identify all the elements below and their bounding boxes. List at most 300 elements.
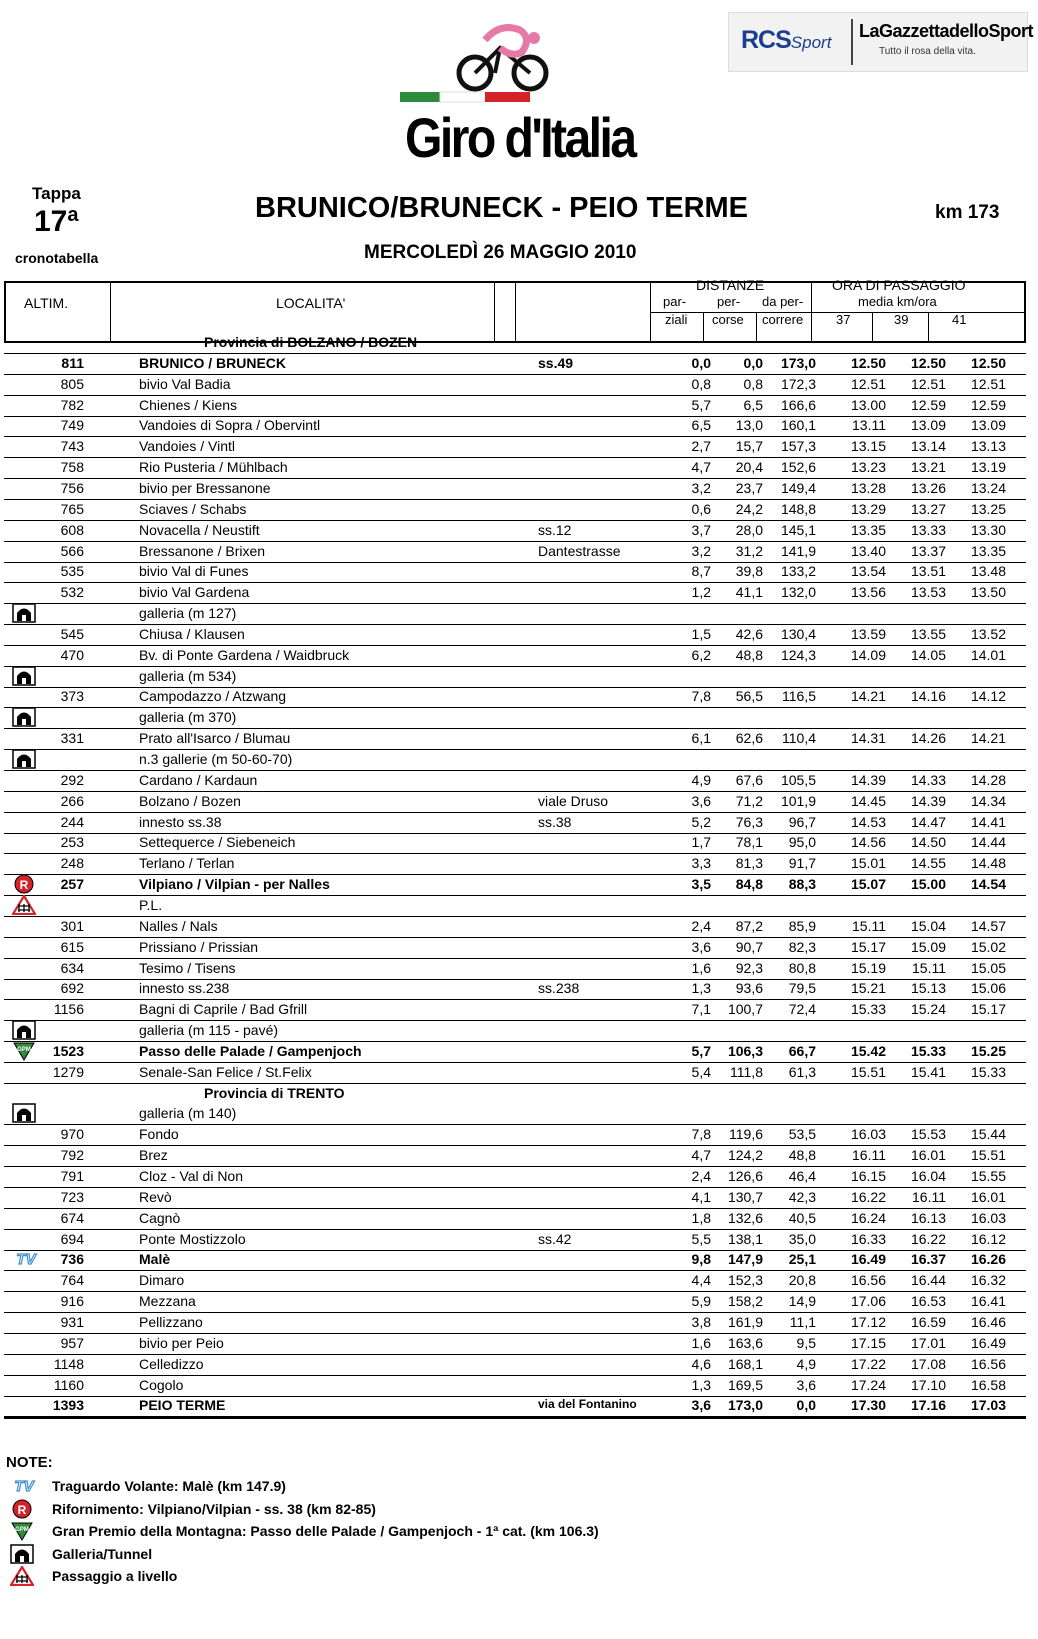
dist-covered: 76,3 [735,813,763,830]
table-row [4,811,1026,834]
mountain-gpm-icon [12,1041,36,1061]
col-daper-2: correre [762,312,804,327]
location: PEIO TERME [139,1397,226,1414]
time-37: 14.39 [850,771,886,788]
time-39: 15.04 [910,917,946,934]
dist-covered: 100,7 [727,1001,763,1018]
time-41: 13.48 [970,563,1006,580]
altitude: 248 [60,855,84,872]
dist-covered: 15,7 [735,438,763,455]
dist-remaining: 148,8 [780,500,816,517]
stage-km: km 173 [935,202,1000,223]
location: Sciaves / Schabs [139,500,247,517]
time-37: 13.56 [850,584,886,601]
altitude: 615 [60,938,84,955]
dist-remaining: 9,5 [796,1334,816,1351]
location: Prato all'Isarco / Blumau [139,730,291,747]
dist-remaining: 4,9 [796,1355,816,1372]
time-39: 16.37 [910,1251,946,1268]
time-39: 15.11 [912,959,946,976]
road-ref: ss.38 [538,813,572,830]
dist-remaining: 145,1 [780,521,816,538]
altitude: 694 [60,1230,84,1247]
road-ref: Dantestrasse [538,542,621,559]
time-39: 16.13 [910,1209,946,1226]
time-41: 15.33 [970,1063,1006,1080]
road-ref: viale Druso [538,792,609,809]
dist-covered: 106,3 [727,1042,763,1059]
time-41: 13.09 [970,417,1006,434]
dist-remaining: 66,7 [788,1042,816,1059]
time-37: 15.11 [852,917,886,934]
dist-partial: 8,7 [691,563,711,580]
dist-covered: 161,9 [727,1313,763,1330]
time-39: 12.59 [910,396,946,413]
time-37: 15.33 [850,1001,886,1018]
tappa-number: 17$^a$ [34,204,79,238]
dist-covered: 84,8 [735,876,763,893]
table-row [4,435,1026,458]
location: Revò [139,1188,172,1205]
table-row [4,1311,1026,1334]
location: Celledizzo [139,1355,204,1372]
location: Campodazzo / Atzwang [139,688,287,705]
time-41: 12.59 [970,396,1006,413]
dist-remaining: 110,4 [782,730,816,747]
time-41: 14.01 [970,646,1006,663]
dist-partial: 3,8 [691,1313,711,1330]
dist-remaining: 35,0 [788,1230,816,1247]
time-39: 14.26 [910,730,946,747]
svg-text:GPM: GPM [17,1046,31,1053]
dist-partial: 1,6 [691,959,711,976]
time-37: 13.40 [850,542,886,559]
time-37: 12.50 [850,354,886,371]
table-row [4,1269,1026,1292]
time-41: 14.57 [970,917,1006,934]
altitude: 532 [60,584,84,601]
altitude: 805 [60,375,84,392]
dist-partial: 2,4 [691,1168,711,1184]
dist-covered: 23,7 [735,479,763,496]
dist-partial: 5,5 [691,1230,711,1247]
location: galleria (m 140) [139,1105,237,1122]
time-37: 13.35 [850,521,886,538]
time-39: 16.01 [910,1147,946,1164]
sponsor-divider [851,19,853,65]
road-ref: ss.42 [538,1230,572,1247]
altitude: 765 [60,500,84,517]
sponsor-logo [728,12,1034,72]
altitude: 1148 [53,1355,84,1372]
time-37: 13.29 [850,500,886,517]
svg-text:R: R [19,878,29,893]
dist-remaining: 82,3 [788,938,816,955]
altitude: 811 [61,354,84,371]
tv-sprint-icon [12,1249,36,1269]
table-row [4,873,1026,896]
table-row [4,602,1026,625]
time-41: 12.50 [970,354,1006,371]
dist-covered: 71,2 [735,792,763,809]
dist-remaining: 40,5 [788,1209,816,1226]
dist-partial: 3,2 [691,479,711,496]
table-row [4,477,1026,500]
dist-remaining: 72,4 [788,1001,816,1018]
dist-covered: 126,6 [727,1168,763,1184]
dist-partial: 3,2 [691,542,711,559]
altitude: 373 [60,688,84,705]
table-row [4,456,1026,479]
table-row [4,623,1026,646]
dist-partial: 1,3 [691,980,711,997]
altitude: 1160 [53,1376,84,1393]
dist-remaining: 53,5 [788,1126,816,1143]
dist-remaining: 133,2 [780,563,816,580]
railway-crossing-icon [12,895,36,915]
time-41: 13.50 [970,584,1006,601]
dist-covered: 56,5 [735,688,763,705]
time-39: 17.10 [910,1376,946,1393]
dist-remaining: 172,3 [780,375,816,392]
altitude: 749 [60,417,84,434]
table-row [4,1061,1026,1084]
col-percorse-1: per- [717,294,741,309]
time-41: 15.55 [970,1168,1006,1184]
time-41: 12.51 [970,375,1006,392]
dist-covered: 147,9 [727,1251,763,1268]
time-37: 16.56 [850,1272,886,1289]
time-37: 13.15 [850,438,886,455]
table-row [4,1332,1026,1355]
time-37: 15.17 [850,938,886,955]
col-media: media km/ora [858,294,937,309]
dist-covered: 158,2 [727,1293,763,1310]
dist-partial: 2,4 [691,917,711,934]
dist-remaining: 101,9 [780,792,816,809]
table-row [4,373,1026,396]
time-37: 16.03 [850,1126,886,1143]
location: Brez [139,1147,168,1164]
dist-covered: 124,2 [727,1147,763,1164]
dist-remaining: 11,1 [789,1313,816,1330]
location: Bv. di Ponte Gardena / Waidbruck [139,646,350,663]
altitude: 970 [60,1126,84,1143]
gazzetta-tagline: Tutto il rosa della vita. [879,46,976,57]
dist-partial: 5,2 [691,813,711,830]
time-37: 14.53 [850,813,886,830]
dist-covered: 92,3 [735,959,763,976]
time-41: 13.24 [970,479,1006,496]
time-39: 17.08 [910,1355,946,1372]
dist-covered: 90,7 [735,938,763,955]
time-39: 13.53 [910,584,946,601]
altitude: 257 [60,876,84,893]
time-41: 13.25 [970,500,1006,517]
note-text: Rifornimento: Vilpiano/Vilpian - ss. 38 (km 82-85) [52,1500,376,1517]
location: bivio per Bressanone [139,479,271,496]
location: bivio per Peio [139,1334,224,1351]
location: bivio Val di Funes [139,563,249,580]
location: Senale-San Felice / St.Felix [139,1063,312,1080]
altitude: 1279 [52,1063,84,1080]
dist-remaining: 152,6 [780,459,816,476]
location: Vandoies / Vintl [139,438,235,455]
dist-covered: 87,2 [735,917,763,934]
time-41: 14.28 [970,771,1006,788]
dist-partial: 6,2 [691,646,711,663]
note-text: Traguardo Volante: Malè (km 147.9) [52,1478,286,1494]
dist-remaining: 95,0 [788,834,816,851]
dist-remaining: 79,5 [788,980,816,997]
table-row [4,1019,1026,1042]
dist-covered: 31,2 [735,542,763,559]
time-39: 17.01 [910,1334,946,1351]
col-daper-1: da per- [762,294,804,309]
time-39: 15.53 [910,1126,946,1143]
altitude: 736 [60,1251,84,1268]
time-37: 16.22 [850,1188,886,1205]
altitude: 1523 [52,1042,84,1059]
dist-covered: 168,1 [727,1355,763,1372]
tunnel-icon [12,1103,36,1123]
dist-partial: 3,3 [691,855,711,872]
dist-remaining: 141,9 [780,542,816,559]
altitude: 931 [60,1313,84,1330]
tunnel-icon [12,666,36,686]
time-39: 12.50 [910,354,946,371]
altitude: 782 [60,396,84,413]
time-39: 15.09 [910,938,946,955]
dist-partial: 9,8 [691,1251,711,1268]
location: galleria (m 370) [139,709,237,726]
dist-partial: 7,8 [691,1126,711,1143]
time-39: 13.33 [910,521,946,538]
dist-partial: 2,7 [691,438,711,455]
location: Cogolo [139,1376,184,1393]
time-37: 15.21 [850,980,886,997]
table-row [4,1207,1026,1230]
dist-covered: 130,7 [727,1188,763,1205]
dist-covered: 42,6 [735,625,763,642]
col-localita: LOCALITA' [276,295,346,311]
dist-covered: 163,6 [727,1334,763,1351]
province-label: Provincia di BOLZANO / BOZEN [204,334,418,350]
table-row [4,685,1026,708]
time-39: 16.53 [910,1293,946,1310]
altitude: 470 [60,646,84,663]
rcs-logo: RCSSport [741,26,832,54]
table-row [4,1374,1026,1397]
location: Rio Pusteria / Mühlbach [139,459,288,476]
altitude: 723 [60,1188,84,1205]
dist-partial: 3,6 [691,1397,711,1414]
time-37: 15.07 [850,876,886,893]
table-row [4,936,1026,959]
location: innesto ss.238 [139,980,230,997]
table-row [4,1394,1026,1419]
location: Bagni di Caprile / Bad Gfrill [139,1001,308,1018]
dist-partial: 7,8 [691,688,711,705]
time-37: 14.09 [850,646,886,663]
time-41: 15.25 [970,1042,1006,1059]
dist-covered: 13,0 [735,417,763,434]
table-row [4,727,1026,750]
dist-partial: 5,9 [691,1293,711,1310]
location: Cagnò [139,1209,181,1226]
tv-sprint-icon [10,1476,36,1498]
time-37: 14.56 [850,834,886,851]
notes-title: NOTE: [6,1454,53,1471]
time-39: 14.55 [910,855,946,872]
altitude: 266 [60,792,84,809]
road-ref: ss.238 [538,980,580,997]
time-39: 15.24 [910,1001,946,1018]
time-37: 13.59 [850,625,886,642]
time-41: 17.03 [970,1397,1006,1414]
province-label: Provincia di TRENTO [204,1084,345,1101]
location: P.L. [139,896,163,913]
tunnel-icon [12,707,36,727]
time-39: 13.09 [910,417,946,434]
time-41: 13.35 [970,542,1006,559]
location: Nalles / Nals [139,917,218,934]
col-ora-passaggio: ORA DI PASSAGGIO [832,277,966,293]
table-row [4,519,1026,542]
note-text: Passaggio a livello [52,1568,178,1584]
location: Fondo [139,1126,179,1143]
dist-covered: 0,8 [743,375,763,392]
time-37: 14.21 [850,688,886,705]
time-37: 15.19 [850,959,886,976]
location: Vilpiano / Vilpian - per Nalles [139,876,330,893]
time-37: 14.31 [850,730,886,747]
altitude: 916 [60,1293,84,1310]
altitude: 791 [60,1168,84,1184]
dist-remaining: 91,7 [788,855,816,872]
table-row [4,665,1026,688]
dist-remaining: 173,0 [780,354,816,371]
time-39: 14.50 [910,834,946,851]
time-39: 16.11 [912,1188,946,1205]
dist-partial: 1,5 [691,625,711,642]
time-37: 17.24 [850,1376,886,1393]
province-header [4,331,1026,354]
time-41: 16.26 [970,1251,1006,1268]
dist-partial: 3,6 [691,938,711,955]
dist-remaining: 61,3 [788,1063,816,1080]
dist-covered: 6,5 [743,396,763,413]
time-37: 13.11 [852,417,886,434]
time-39: 16.22 [910,1230,946,1247]
altitude: 792 [60,1147,84,1164]
location: galleria (m 534) [139,667,237,684]
table-row [4,790,1026,813]
col-altim: ALTIM. [24,295,69,311]
table-row [4,1186,1026,1209]
time-39: 14.16 [910,688,946,705]
location: Malè [139,1251,171,1268]
time-41: 14.44 [970,834,1006,851]
dist-remaining: 80,8 [788,959,816,976]
dist-partial: 0,8 [691,375,711,392]
location: Tesimo / Tisens [139,959,236,976]
time-37: 13.28 [850,479,886,496]
location: Mezzana [139,1293,196,1310]
table-row [4,894,1026,917]
table-row [4,560,1026,583]
time-41: 13.52 [970,625,1006,642]
altitude: 634 [60,959,84,976]
dist-covered: 39,8 [735,563,763,580]
time-37: 13.23 [850,459,886,476]
altitude: 608 [60,521,84,538]
dist-remaining: 46,4 [788,1168,816,1184]
altitude: 692 [60,980,84,997]
dist-covered: 62,6 [735,730,763,747]
dist-partial: 4,6 [691,1355,711,1372]
dist-remaining: 14,9 [788,1293,816,1310]
time-41: 13.19 [970,459,1006,476]
table-row [4,998,1026,1021]
altitude: 535 [60,563,84,580]
altitude: 244 [60,813,84,830]
dist-remaining: 149,4 [780,479,816,496]
altitude: 764 [60,1272,84,1289]
time-41: 14.54 [970,876,1006,893]
time-41: 14.48 [970,855,1006,872]
svg-text:R: R [17,1502,27,1517]
location: Ponte Mostizzolo [139,1230,246,1247]
dist-covered: 169,5 [727,1376,763,1393]
table-row [4,957,1026,980]
table-row [4,1123,1026,1146]
col-parziali-2: ziali [665,312,688,327]
province-header [4,1082,1026,1104]
time-39: 15.33 [910,1042,946,1059]
svg-text:GPM: GPM [15,1527,29,1533]
time-37: 13.00 [850,396,886,413]
railway-crossing-icon [10,1566,36,1588]
time-37: 16.11 [852,1147,886,1164]
altitude: 1393 [52,1397,84,1414]
dist-partial: 1,3 [691,1376,711,1393]
dist-partial: 7,1 [691,1001,711,1018]
dist-partial: 4,7 [691,1147,711,1164]
table-row [4,915,1026,938]
table-row [4,1144,1026,1167]
time-39: 16.04 [910,1168,946,1184]
time-39: 13.21 [910,459,946,476]
time-37: 16.33 [850,1230,886,1247]
location: Vandoies di Sopra / Obervintl [139,417,321,434]
altitude: 756 [60,479,84,496]
location: Prissiano / Prissian [139,938,259,955]
dist-partial: 1,7 [691,834,711,851]
dist-partial: 3,6 [691,792,711,809]
feed-zone-icon [10,1499,36,1521]
dist-partial: 3,7 [691,521,711,538]
time-41: 16.01 [970,1188,1006,1205]
location: Passo delle Palade / Gampenjoch [139,1042,362,1059]
feed-zone-icon [12,874,36,894]
dist-covered: 48,8 [735,646,763,663]
time-39: 14.33 [910,771,946,788]
dist-covered: 24,2 [735,500,763,517]
time-39: 14.47 [910,813,946,830]
dist-covered: 78,1 [735,834,763,851]
dist-remaining: 88,3 [788,876,816,893]
